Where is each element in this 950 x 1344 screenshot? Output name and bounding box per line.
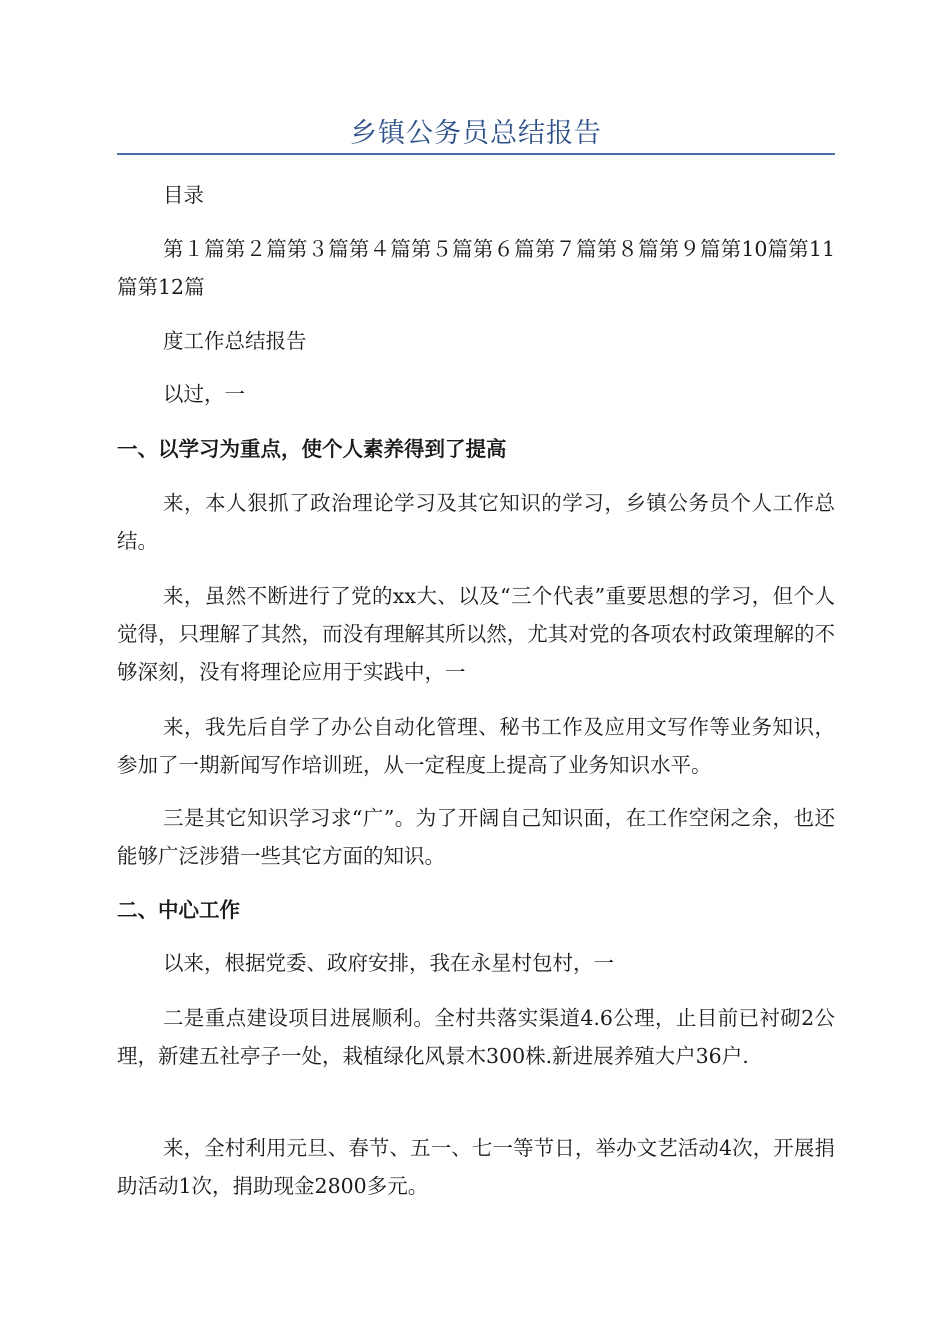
paragraph-4: 三是其它知识学习求“广”。为了开阔自己知识面，在工作空闲之余，也还能够广泛涉猎一些其它方面的知识。 [117, 806, 835, 868]
section-heading-1: 一、以学习为重点，使个人素养得到了提高 [117, 437, 507, 461]
report-subtitle: 度工作总结报告 [163, 329, 307, 353]
paragraph-1: 来，本人狠抓了政治理论学习及其它知识的学习，乡镇公务员个人工作总结。 [117, 491, 835, 553]
paragraph-2: 来，虽然不断进行了党的xx大、以及“三个代表”重要思想的学习，但个人觉得，只理解了其然，而没有理解其所以然，尤其对党的各项农村政策理解的不够深刻，没有将理论应用于实践中，一 [117, 584, 835, 684]
paragraph-6: 二是重点建设项目进展顺利。全村共落实渠道4.6公理，止目前已衬砌2公理，新建五社亭子一处，栽植绿化风景木300株.新进展养殖大户36户. [117, 1006, 835, 1068]
paragraph-5: 以来，根据党委、政府安排，我在永星村包村，一 [163, 951, 614, 975]
toc-items: 第１篇第２篇第３篇第４篇第５篇第６篇第７篇第８篇第９篇第10篇第11篇第12篇 [117, 237, 835, 299]
toc-label: 目录 [163, 183, 204, 207]
section-heading-2: 二、中心工作 [117, 898, 240, 922]
paragraph-3: 来，我先后自学了办公自动化管理、秘书工作及应用文写作等业务知识，参加了一期新闻写作培训班，从一定程度上提高了业务知识水平。 [117, 715, 835, 777]
document-title: 乡镇公务员总结报告 [350, 118, 602, 149]
paragraph-7: 来，全村利用元旦、春节、五一、七一等节日，举办文艺活动4次，开展捐助活动1次，捐助现金2800多元。 [117, 1136, 835, 1198]
title-underline [117, 153, 835, 155]
intro-paragraph: 以过，一 [163, 382, 245, 406]
